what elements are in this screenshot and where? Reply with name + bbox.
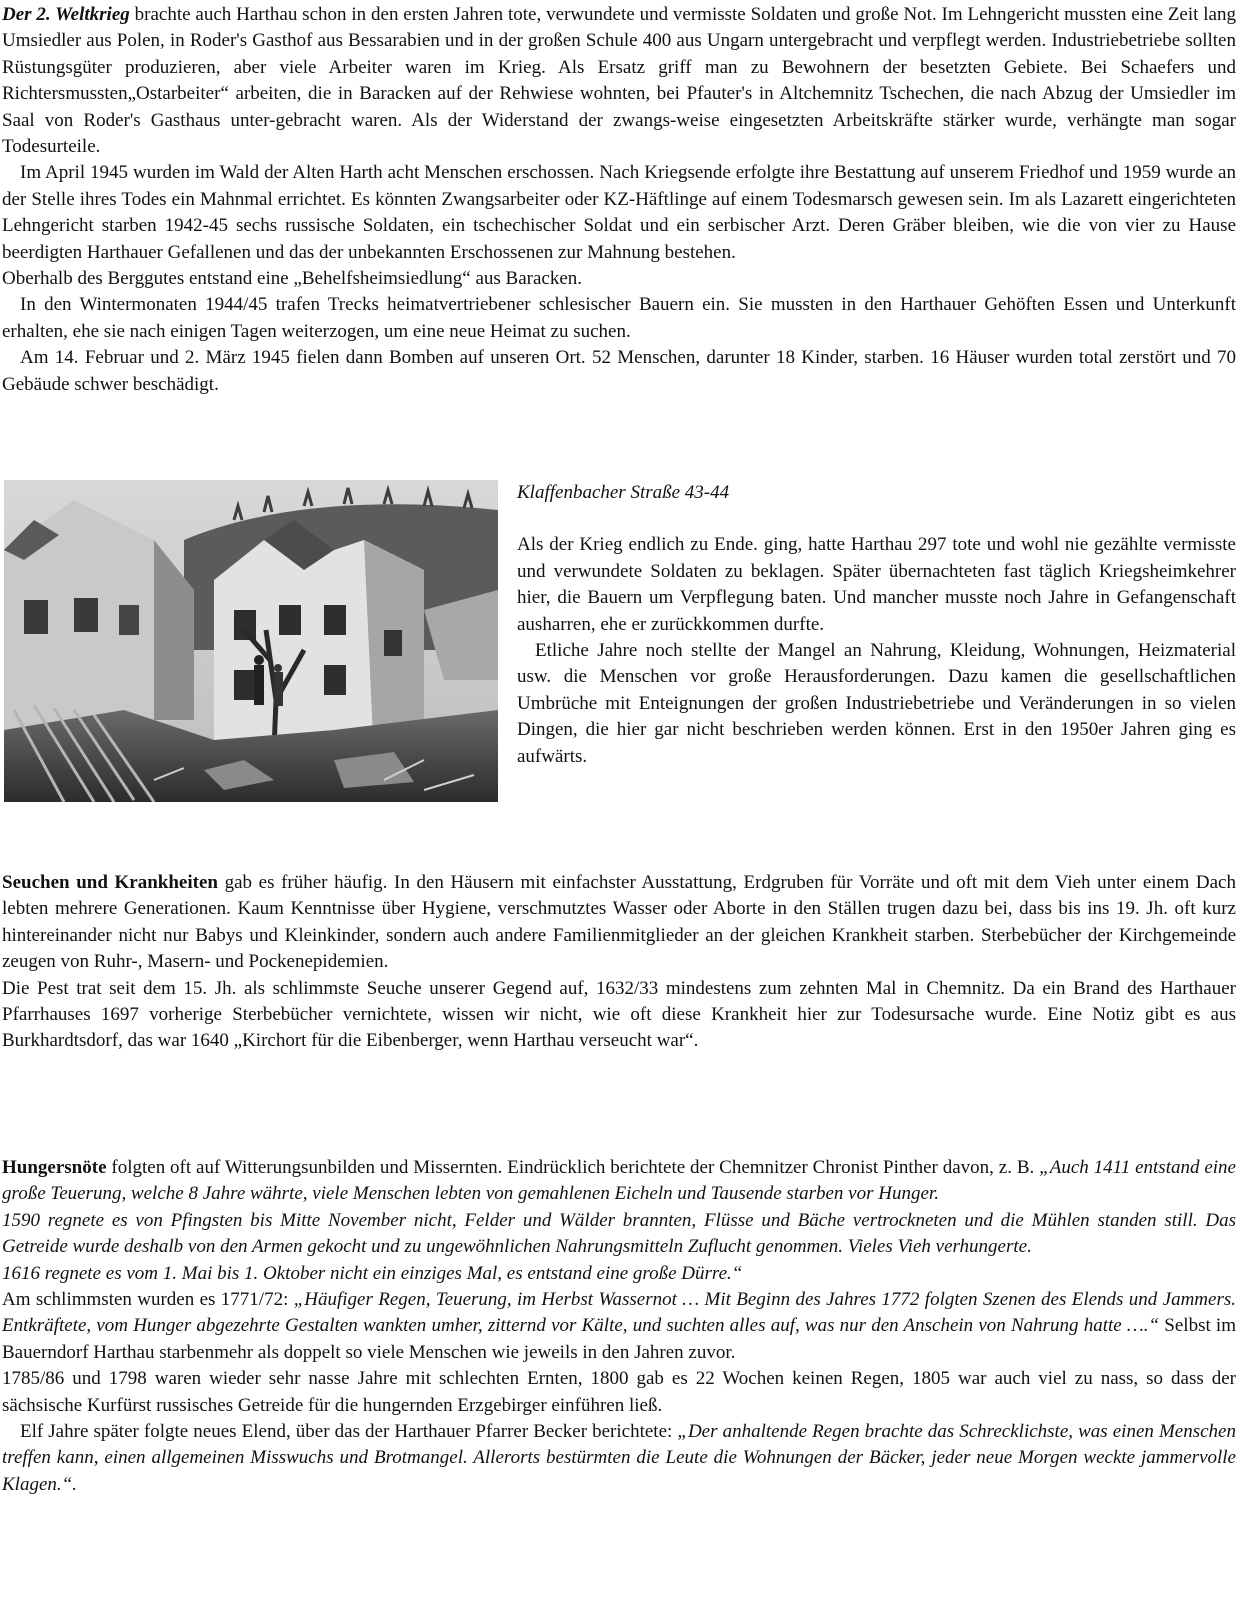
- hunger-heading: Hungersnöte: [2, 1157, 107, 1178]
- hunger-1771-intro: Am schlimmsten wurden es 1771/72:: [2, 1289, 294, 1311]
- hunger-becker-quote: „Der anhaltende Regen brachte das Schrecklichste, was einen Menschen treffen kann, einen allgemeinen Misswuchs und Brotmangel. Allerorts bestürmten die Leute die Wohnungen der Bäcker, jeder neue Morgen weckte jammervolle Klagen.“.: [2, 1421, 1236, 1495]
- section-hunger: [2, 1155, 1236, 1498]
- hunger-paragraph-1785: 1785/86 und 1798 waren wieder sehr nasse Jahre mit schlechten Ernten, 1800 gab es 22 Wochen keinen Regen, 1805 war auch viel zu nass, so dass der sächsische Kurfürst russisches Getreide für die hungernden Erzgebirger einführen ließ.: [2, 1368, 1236, 1416]
- war-paragraph-1-text: brachte auch Harthau schon in den ersten Jahren tote, verwundete und vermisste Soldaten und große Not. Im Lehngericht mussten eine Zeit lang Umsiedler aus Polen, in Roder's Gasthof aus Bessarabien und in der großen Schule 400 aus Ungarn untergebracht und verpflegt werden. Industriebetriebe sollten Rüstungsgüter produzieren, aber viele Arbeiter waren im Krieg. Als Ersatz griff man zu Bewohnern der besetzten Gebiete. Bei Schaefers und Richtersmussten„Ostarbeiter“ arbeiten, die in Baracken auf der Rehwiese wohnten, bei Pfauter's in Altchemnitz Tschechen, die nach Abzug der Umsiedler im Saal von Roder's Gasthaus unter-gebracht waren. Als der Widerstand der zwangs-weise eingesetzten Arbeitskräfte stärker wurde, verhängte man sogar Todesurteile.: [2, 4, 1236, 158]
- photo-caption: Klaffenbacher Straße 43-44: [517, 482, 730, 503]
- hunger-quote-1616: 1616 regnete es vom 1. Mai bis 1. Oktober nicht ein einziges Mal, es entstand eine große Dürre.“: [2, 1262, 743, 1284]
- war-paragraph-3: Oberhalb des Berggutes entstand eine „Behelfsheimsiedlung“ aus Baracken.: [2, 268, 583, 290]
- hunger-quote-1411: „Auch 1411 entstand eine große Teuerung, welche 8 Jahre währte, viele Menschen lebten von gemahlenen Eicheln und Tausende starben vor Hunger.: [2, 1157, 1236, 1205]
- postwar-paragraph-2: Etliche Jahre noch stellte der Mangel an Nahrung, Kleidung, Wohnungen, Heizmaterial usw. die Menschen vor große Herausforderungen. Dazu kamen die gesellschaftlichen Umbrüche mit Enteignungen der großen Industriebetriebe und Veränderungen in so vielen Dingen, die hier gar nicht beschrieben werden können. Erst in den 1950er Jahren ging es aufwärts.: [517, 640, 1236, 767]
- hunger-paragraph-1: [2, 1155, 1236, 1208]
- postwar-paragraph-1: Als der Krieg endlich zu Ende. ging, hatte Harthau 297 tote und wohl nie gezählte vermisste und verwundete Soldaten zu beklagen. Später übernachteten fast täglich Kriegsheimkehrer hier, die Bauern um Verpflegung baten. Und mancher musste noch Jahre in Gefangenschaft ausharren, ehe er zurückkommen durfte.: [517, 534, 1236, 635]
- hunger-becker-intro: Elf Jahre später folgte neues Elend, über das der Harthauer Pfarrer Becker berichtete:: [20, 1421, 678, 1443]
- war-paragraph-2: Im April 1945 wurden im Wald der Alten Harth acht Menschen erschossen. Nach Kriegsende erfolgte ihre Bestattung auf unserem Friedhof und 1959 wurde an der Stelle ihres Todes ein Mahnmal errichtet. Es könnten Zwangsarbeiter oder KZ-Häftlinge auf einem Todesmarsch gewesen sein. Im als Lazarett eingerichteten Lehngericht starben 1942-45 sechs russische Soldaten, ein tschechischer Soldat und ein serbischer Arzt. Deren Gräber bleiben, wie die von vier zu Hause beerdigten Harthauer Gefallenen und das der unbekannten Erschossenen zur Mahnung bestehen.: [2, 162, 1236, 263]
- section-war: [2, 2, 1236, 398]
- disease-heading: Seuchen und Krankheiten: [2, 872, 218, 893]
- disease-paragraph-1-text: gab es früher häufig. In den Häusern mit einfachster Ausstattung, Erdgruben für Vorräte und oft mit dem Vieh unter einem Dach lebten mehrere Generationen. Kaum Kenntnisse über Hygiene, verschmutztes Wasser oder Aborte in den Ställen trugen dazu bei, dass bis ins 19. Jh. oft kurz hintereinander nicht nur Babys und Kleinkinder, sondern auch andere Familienmitglieder an der gleichen Krankheit starben. Sterbebücher der Kirchgemeinde zeugen von Ruhr-, Masern- und Pockenepidemien.: [2, 872, 1236, 973]
- war-heading: Der 2. Weltkrieg: [2, 4, 130, 25]
- hunger-paragraph-1-text: folgten oft auf Witterungsunbilden und Missernten. Eindrücklich berichtete der Chemnitzer Chronist Pinther davon, z. B.: [106, 1157, 1040, 1178]
- disease-paragraph-1: [2, 870, 1236, 976]
- war-paragraph-1: [2, 2, 1236, 160]
- photo-side-text: [517, 480, 1236, 770]
- disease-paragraph-2: Die Pest trat seit dem 15. Jh. als schlimmste Seuche unserer Gegend auf, 1632/33 mindestens zum zehnten Mal in Chemnitz. Da ein Brand des Harthauer Pfarrhauses 1697 vorherige Sterbebücher vernichtete, wissen wir nicht, wie oft diese Krankheit hier zur Todesursache wurde. Eine Notiz gibt es aus Burkhardtsdorf, das war 1640 „Kirchort für die Eibenberger, wenn Harthau verseucht war“.: [2, 977, 1236, 1052]
- hunger-quote-1590: 1590 regnete es von Pfingsten bis Mitte November nicht, Felder und Wälder brannten, Flüsse und Bäche vertrockneten und die Mühlen standen still. Das Getreide wurde deshalb von den Armen gekocht und zu ungewöhnlichen Nahrungsmitteln Zuflucht genommen. Vieles Vieh verhungerte.: [2, 1209, 1236, 1258]
- hunger-1771-quote: „Häufiger Regen, Teuerung, im Herbst Wassernot … Mit Beginn des Jahres 1772 folgten Szenen des Elends und Jammers. Entkräftete, vom Hunger abgezehrte Gestalten wankten umher, zitternd vor Kälte, und suchten alles auf, was nur den Anschein von Nahrung hatte ….“: [2, 1289, 1236, 1337]
- hunger-1771-after: Selbst im Bauerndorf Harthau starbenmehr als doppelt so viele Menschen wie jeweils in den Jahren zuvor.: [2, 1315, 1236, 1363]
- hunger-paragraph-becker: [2, 1419, 1236, 1498]
- war-paragraph-4: In den Wintermonaten 1944/45 trafen Trecks heimatvertriebener schlesischer Bauern ein. Sie mussten in den Harthauer Gehöften Essen und Unterkunft erhalten, ehe sie nach einigen Tagen weiterzogen, um eine neue Heimat zu suchen.: [2, 294, 1236, 342]
- war-paragraph-5: Am 14. Februar und 2. März 1945 fielen dann Bomben auf unseren Ort. 52 Menschen, darunter 18 Kinder, starben. 16 Häuser wurden total zerstört und 70 Gebäude schwer beschädigt.: [2, 347, 1236, 395]
- hunger-paragraph-1771: [2, 1287, 1236, 1366]
- bomb-damage-photo: [4, 480, 498, 802]
- section-disease: [2, 870, 1236, 1055]
